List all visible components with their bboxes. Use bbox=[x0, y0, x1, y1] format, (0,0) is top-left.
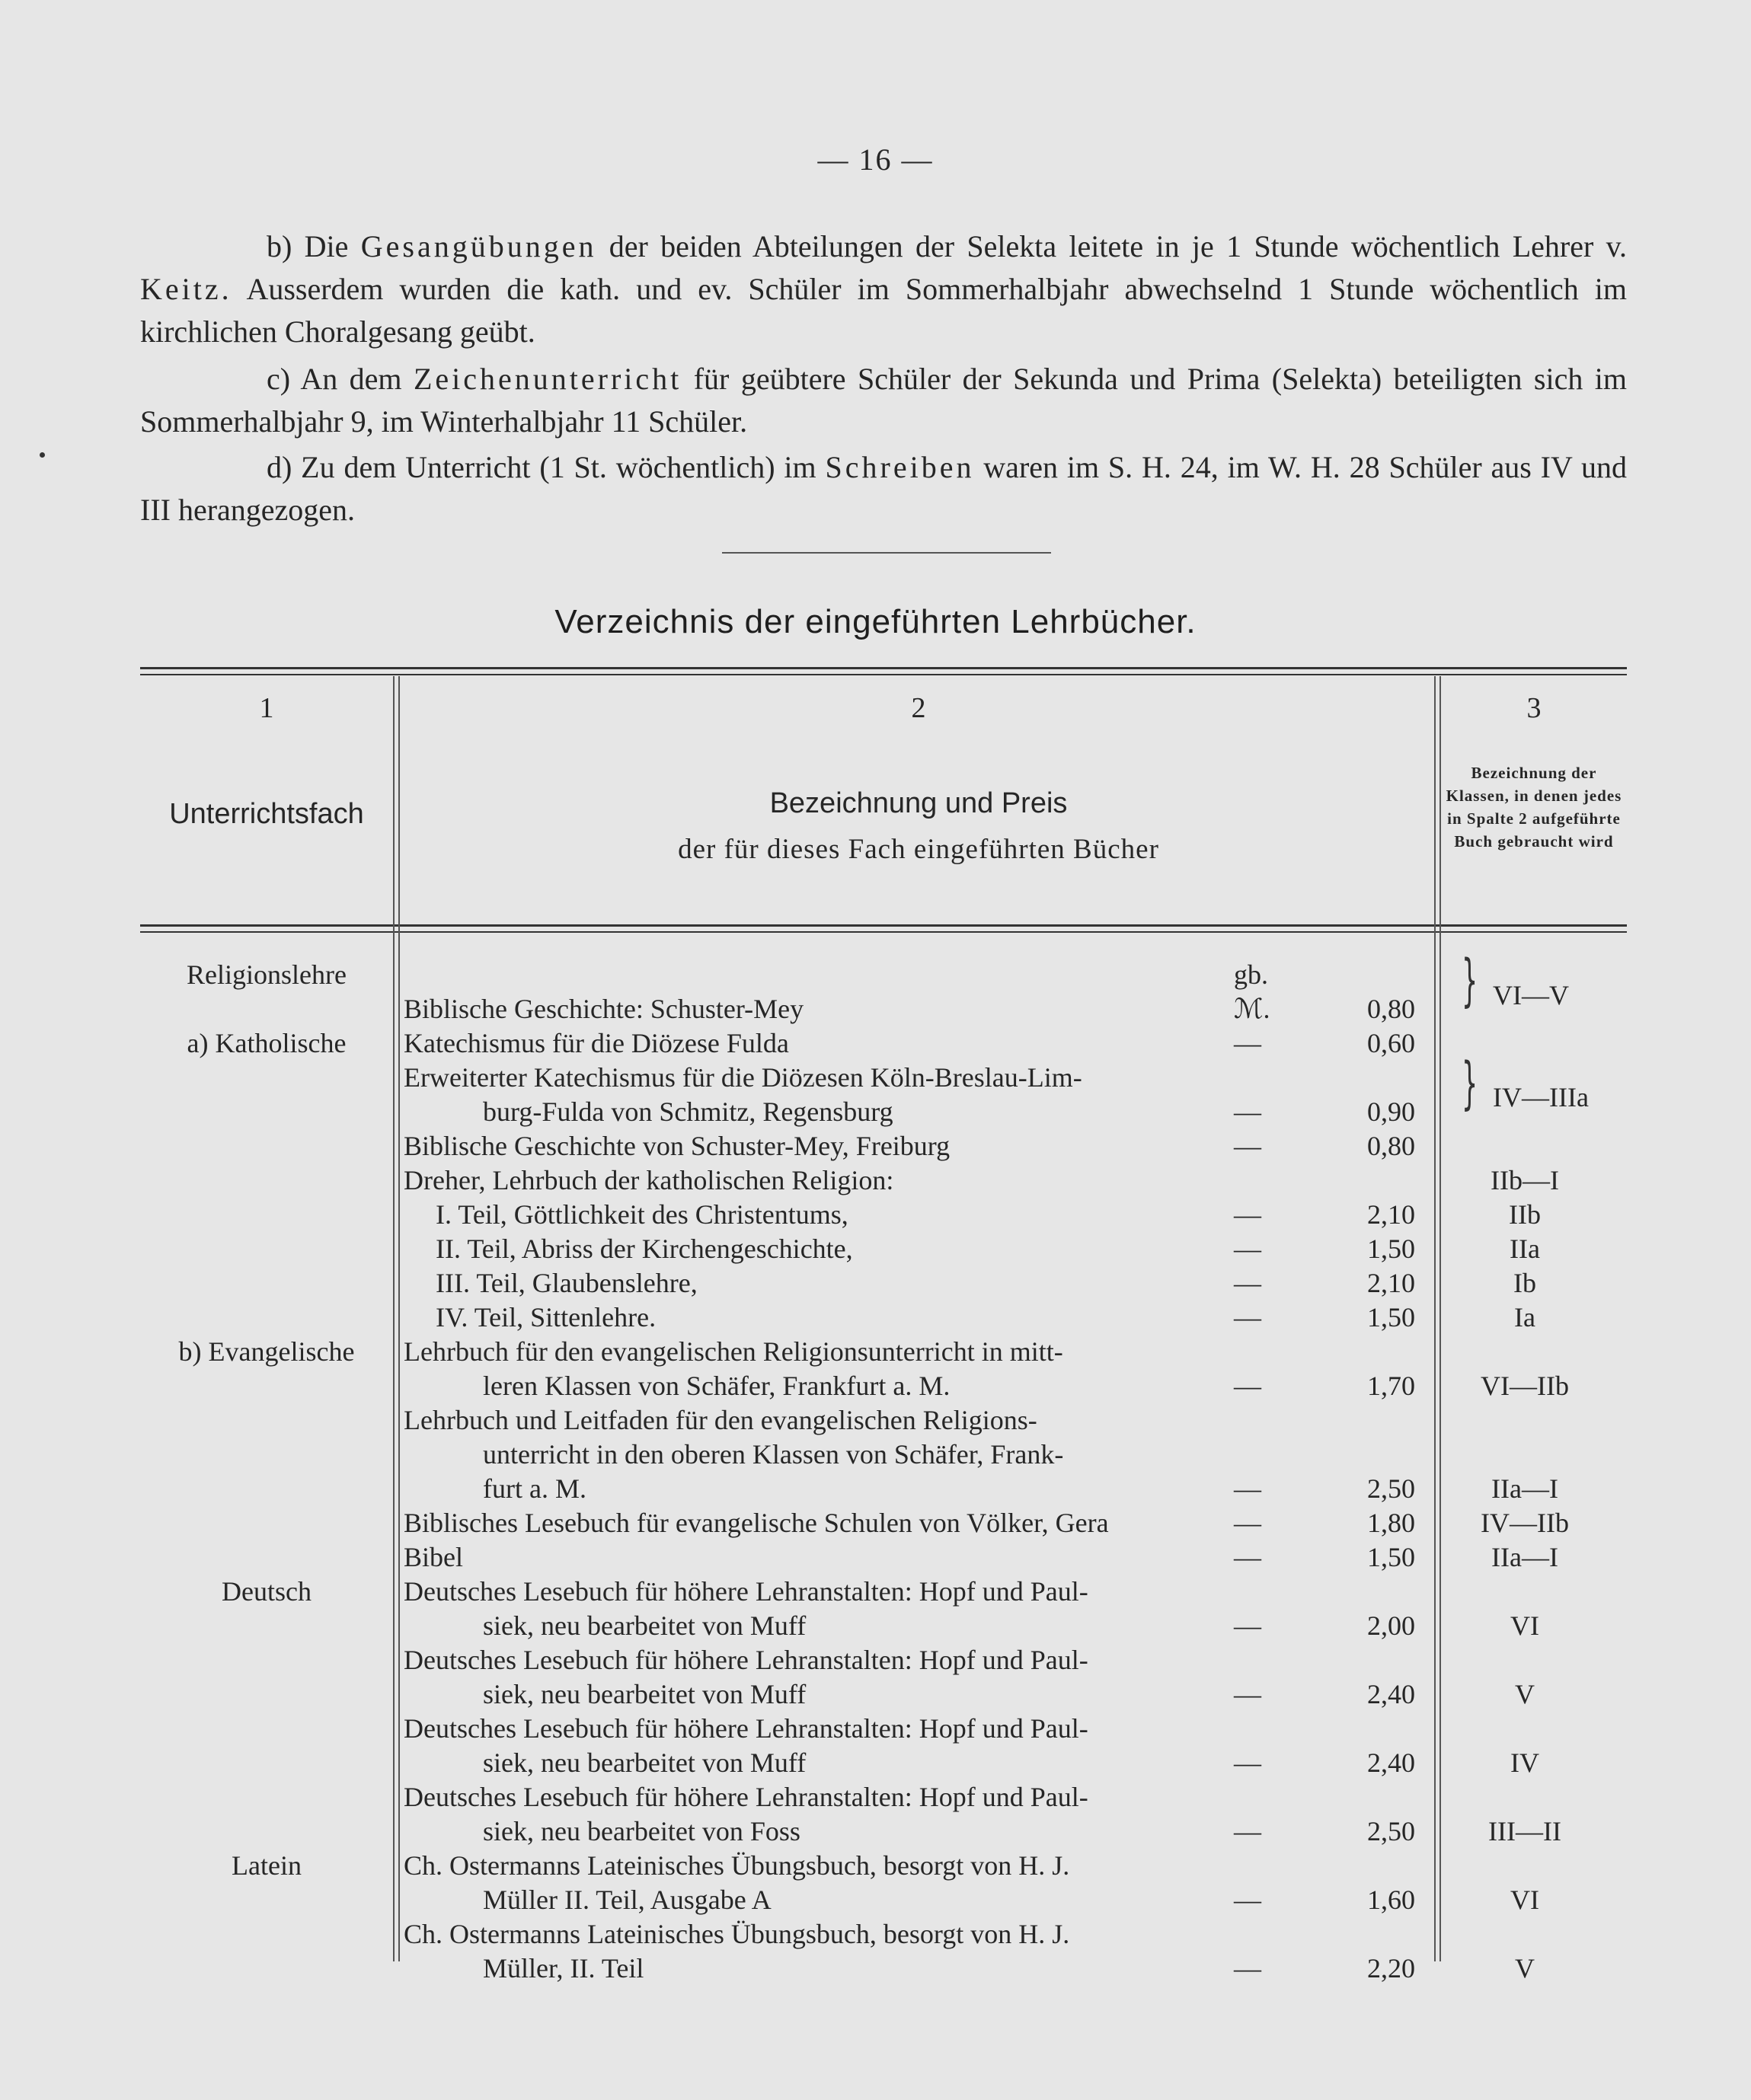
table-row bbox=[140, 1335, 1627, 1369]
row-price: 0,80 bbox=[1367, 1131, 1415, 1161]
row-book-title: IV. Teil, Sittenlehre. bbox=[436, 1302, 657, 1332]
column-header-classes: Bezeichnung der Klassen, in denen jedes in Spalte 2 aufgeführte Buch gebraucht wird bbox=[1446, 764, 1622, 851]
paragraph-b-middle: der beiden Abteilungen der Selekta leitete in je 1 Stunde wöchentlich Lehrer v. bbox=[596, 229, 1628, 263]
row-binding: — bbox=[1234, 1816, 1261, 1846]
table-row bbox=[140, 1849, 1627, 1883]
table-row bbox=[140, 1438, 1627, 1472]
row-classes: III—II bbox=[1488, 1816, 1561, 1846]
row-book-title: Lehrbuch und Leitfaden für den evangelischen Religions- bbox=[404, 1405, 1037, 1435]
row-binding: — bbox=[1234, 1747, 1261, 1778]
row-price: 1,70 bbox=[1367, 1371, 1415, 1401]
column-header-books: Bezeichnung und Preis bbox=[769, 787, 1068, 819]
row-subject: Deutsch bbox=[222, 1576, 312, 1607]
row-classes: IV bbox=[1510, 1747, 1539, 1778]
row-binding: — bbox=[1234, 1610, 1261, 1641]
row-binding: — bbox=[1234, 1302, 1261, 1332]
table-row bbox=[140, 1472, 1627, 1506]
table-row bbox=[140, 1403, 1627, 1438]
class-span-1: VI—V bbox=[1493, 980, 1569, 1010]
row-binding: gb. ℳ. bbox=[1234, 959, 1270, 1024]
row-book-title-continued: siek, neu bearbeitet von Muff bbox=[483, 1747, 807, 1778]
column-header-subject: Unterrichtsfach bbox=[169, 798, 364, 830]
column-number-3: 3 bbox=[1526, 692, 1542, 724]
page-number: — 16 — bbox=[817, 142, 934, 177]
row-book-title-continued: Müller, II. Teil bbox=[483, 1953, 644, 1984]
row-book-title-continued: siek, neu bearbeitet von Muff bbox=[483, 1679, 807, 1709]
table-row bbox=[140, 948, 1627, 1026]
row-price: 1,80 bbox=[1367, 1508, 1415, 1538]
table-row bbox=[140, 1677, 1627, 1712]
row-binding: — bbox=[1234, 1508, 1261, 1538]
table-row bbox=[140, 1609, 1627, 1643]
row-binding: — bbox=[1234, 1131, 1261, 1161]
row-book-title bbox=[393, 1814, 1234, 1849]
row-price: 2,50 bbox=[1367, 1816, 1415, 1846]
row-book-title: Bibel bbox=[404, 1542, 463, 1572]
table-header-rule-inner bbox=[140, 931, 1627, 933]
row-classes: IIa—I bbox=[1491, 1542, 1558, 1572]
row-subject: Latein bbox=[232, 1850, 302, 1881]
table-row bbox=[140, 1369, 1627, 1403]
row-book-title-continued: Müller II. Teil, Ausgabe A bbox=[483, 1885, 772, 1915]
row-book-title-continued: siek, neu bearbeitet von Muff bbox=[483, 1610, 807, 1641]
row-book-title: Biblisches Lesebuch für evangelische Schulen von Völker, Gera bbox=[404, 1508, 1109, 1538]
paragraph-b bbox=[140, 225, 1627, 353]
row-book-title bbox=[393, 1952, 1234, 1986]
row-binding: — bbox=[1234, 1885, 1261, 1915]
brace-icon: } bbox=[1461, 1051, 1478, 1116]
row-book-title: Erweiterter Katechismus für die Diözesen Köln-Breslau-Lim- bbox=[404, 1062, 1082, 1093]
table-row bbox=[140, 1952, 1627, 1986]
table-row bbox=[140, 1814, 1627, 1849]
table-row bbox=[140, 1198, 1627, 1232]
table-row bbox=[140, 1917, 1627, 1952]
row-binding: — bbox=[1234, 1371, 1261, 1401]
row-price: 1,50 bbox=[1367, 1302, 1415, 1332]
table-header-rule bbox=[140, 924, 1627, 927]
row-book-title: Biblische Geschichte: Schuster-Mey bbox=[404, 994, 804, 1024]
row-price: 1,50 bbox=[1367, 1542, 1415, 1572]
row-binding: — bbox=[1234, 1028, 1261, 1058]
paragraph-b-start: b) Die bbox=[267, 229, 361, 263]
table-row bbox=[140, 1540, 1627, 1575]
table-row bbox=[140, 1780, 1627, 1814]
row-book-title: Deutsches Lesebuch für höhere Lehranstalten: Hopf und Paul- bbox=[404, 1645, 1088, 1675]
row-book-title bbox=[393, 1472, 1234, 1506]
row-price: 2,40 bbox=[1367, 1747, 1415, 1778]
row-book-title: Lehrbuch für den evangelischen Religionsunterricht in mitt- bbox=[404, 1336, 1063, 1367]
table-row bbox=[140, 1575, 1627, 1609]
table-row bbox=[140, 1232, 1627, 1266]
row-book-title-continued: unterricht in den oberen Klassen von Schäfer, Frank- bbox=[483, 1439, 1064, 1470]
row-binding: — bbox=[1234, 1096, 1261, 1127]
row-price: 0,90 bbox=[1367, 1096, 1415, 1127]
table-row bbox=[140, 1061, 1627, 1095]
row-subject: b) Evangelische bbox=[178, 1336, 355, 1367]
row-book-title-continued: leren Klassen von Schäfer, Frankfurt a. M. bbox=[483, 1371, 951, 1401]
column-number-2: 2 bbox=[911, 692, 926, 724]
row-classes: IIa—I bbox=[1491, 1473, 1558, 1504]
row-book-title: Dreher, Lehrbuch der katholischen Religion: bbox=[404, 1165, 894, 1195]
row-classes: IV—IIb bbox=[1481, 1508, 1569, 1538]
row-binding: — bbox=[1234, 1953, 1261, 1984]
row-binding: — bbox=[1234, 1473, 1261, 1504]
paragraph-d bbox=[140, 446, 1627, 531]
row-price: 1,60 bbox=[1367, 1885, 1415, 1915]
margin-dot bbox=[40, 452, 45, 458]
row-book-title: Deutsches Lesebuch für höhere Lehranstalten: Hopf und Paul- bbox=[404, 1782, 1088, 1812]
column-header-books-sub: der für dieses Fach eingeführten Bücher bbox=[678, 834, 1159, 865]
row-book-title: Ch. Ostermanns Lateinisches Übungsbuch, besorgt von H. J. bbox=[404, 1850, 1070, 1881]
row-price: 0,80 bbox=[1367, 994, 1415, 1024]
paragraph-c-emphasis: Zeichenunterricht bbox=[413, 362, 682, 396]
paragraph-d-start: d) Zu dem Unterricht (1 St. wöchentlich) im bbox=[267, 450, 826, 484]
row-book-title: II. Teil, Abriss der Kirchengeschichte, bbox=[436, 1234, 853, 1264]
table-row bbox=[140, 1163, 1627, 1198]
table-row bbox=[140, 1883, 1627, 1917]
row-price: 0,60 bbox=[1367, 1028, 1415, 1058]
row-book-title-continued: burg-Fulda von Schmitz, Regensburg bbox=[483, 1096, 893, 1127]
row-book-title bbox=[393, 1438, 1234, 1472]
table-body bbox=[140, 948, 1627, 1986]
paragraph-c bbox=[140, 358, 1627, 443]
table-row bbox=[140, 1301, 1627, 1335]
paragraph-d-end: waren im S. H. 24, im W. H. 28 Schüler aus IV und III herangezogen. bbox=[140, 450, 1627, 527]
section-title: Verzeichnis der eingeführten Lehrbücher. bbox=[554, 603, 1197, 640]
row-price: 2,00 bbox=[1367, 1610, 1415, 1641]
row-book-title: Deutsches Lesebuch für höhere Lehranstalten: Hopf und Paul- bbox=[404, 1713, 1088, 1744]
column-number-1: 1 bbox=[259, 692, 274, 724]
row-classes: VI bbox=[1510, 1610, 1539, 1641]
table-row bbox=[140, 1129, 1627, 1163]
row-classes: VI—IIb bbox=[1481, 1371, 1569, 1401]
table-row bbox=[140, 1712, 1627, 1746]
row-classes: V bbox=[1515, 1679, 1535, 1709]
row-classes: VI bbox=[1510, 1885, 1539, 1915]
table-row bbox=[140, 1026, 1627, 1061]
row-book-title bbox=[393, 1369, 1234, 1403]
table-top-rule-inner bbox=[140, 674, 1627, 675]
table-row bbox=[140, 1266, 1627, 1301]
row-book-title: I. Teil, Göttlichkeit des Christentums, bbox=[436, 1199, 848, 1230]
row-classes: IIa bbox=[1510, 1234, 1540, 1264]
row-binding: — bbox=[1234, 1542, 1261, 1572]
table-top-rule bbox=[140, 667, 1627, 669]
row-binding: — bbox=[1234, 1199, 1261, 1230]
row-book-title: Katechismus für die Diözese Fulda bbox=[404, 1028, 789, 1058]
paragraph-c-start: c) An dem bbox=[267, 362, 414, 396]
class-span-2: IV—IIIa bbox=[1493, 1082, 1589, 1112]
row-book-title-continued: furt a. M. bbox=[483, 1473, 586, 1504]
row-price: 2,10 bbox=[1367, 1268, 1415, 1298]
row-book-title bbox=[393, 1677, 1234, 1712]
row-book-title: Deutsches Lesebuch für höhere Lehranstalten: Hopf und Paul- bbox=[404, 1576, 1088, 1607]
table-row bbox=[140, 1643, 1627, 1677]
row-book-title bbox=[393, 1883, 1234, 1917]
row-price: 2,40 bbox=[1367, 1679, 1415, 1709]
row-book-title bbox=[393, 1609, 1234, 1643]
row-price: 2,10 bbox=[1367, 1199, 1415, 1230]
row-book-title bbox=[393, 1746, 1234, 1780]
paragraph-d-emphasis: Schreiben bbox=[825, 450, 975, 484]
row-binding: — bbox=[1234, 1679, 1261, 1709]
row-binding: — bbox=[1234, 1234, 1261, 1264]
row-book-title: Biblische Geschichte von Schuster-Mey, Freiburg bbox=[404, 1131, 951, 1161]
paragraph-b-name: Keitz. bbox=[140, 272, 232, 306]
row-classes: Ib bbox=[1513, 1268, 1536, 1298]
row-classes: Ia bbox=[1514, 1302, 1535, 1332]
row-binding: — bbox=[1234, 1268, 1261, 1298]
row-book-title: III. Teil, Glaubenslehre, bbox=[436, 1268, 698, 1298]
paragraph-c-end: für geübtere Schüler der Sekunda und Prima (Selekta) beteiligten sich im Sommerhalbjahr 9, im Winterhalbjahr 11 Schüler. bbox=[140, 362, 1628, 439]
row-subject: Religionslehre bbox=[187, 959, 347, 990]
table-row bbox=[140, 1746, 1627, 1780]
row-book-title bbox=[393, 1095, 1234, 1129]
row-price: 2,50 bbox=[1367, 1473, 1415, 1504]
row-price: 1,50 bbox=[1367, 1234, 1415, 1264]
table-row bbox=[140, 1506, 1627, 1540]
row-book-title-continued: siek, neu bearbeitet von Foss bbox=[483, 1816, 800, 1846]
table-row bbox=[140, 1095, 1627, 1129]
brace-icon: } bbox=[1461, 948, 1478, 1013]
paragraph-b-emphasis: Gesangübungen bbox=[360, 229, 597, 263]
row-classes: IIb bbox=[1509, 1199, 1541, 1230]
row-subject: a) Katholische bbox=[187, 1028, 347, 1058]
row-classes: IIb—I bbox=[1491, 1165, 1559, 1195]
row-classes: V bbox=[1515, 1953, 1535, 1984]
row-price: 2,20 bbox=[1367, 1953, 1415, 1984]
paragraph-b-end: Ausserdem wurden die kath. und ev. Schüler im Sommerhalbjahr abwechselnd 1 Stunde wöchentlich im kirchlichen Choralgesang geübt. bbox=[140, 272, 1627, 349]
row-book-title: Ch. Ostermanns Lateinisches Übungsbuch, besorgt von H. J. bbox=[404, 1919, 1070, 1949]
section-divider bbox=[722, 552, 1051, 554]
